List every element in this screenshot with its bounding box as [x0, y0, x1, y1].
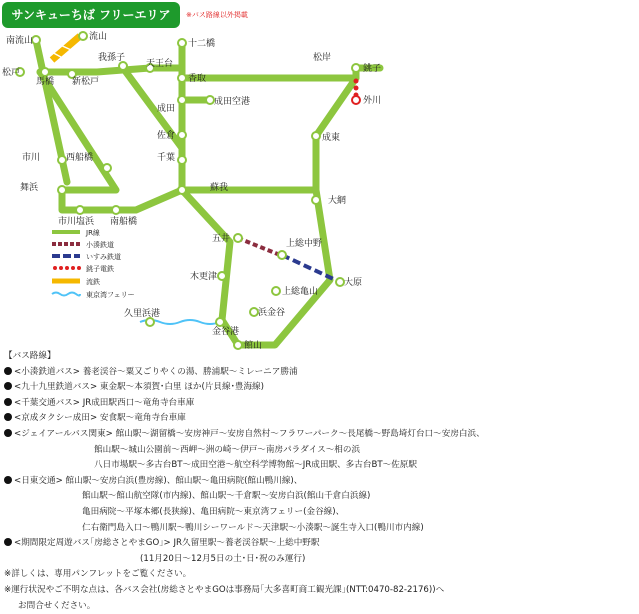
station-ichikawa: 市川 — [22, 151, 40, 163]
route-satoyama-go-dates: (11月20日～12月5日の土･日･祝のみ運行) — [4, 552, 636, 568]
station-tokawa: 外川 — [363, 94, 381, 106]
station-matsudo: 松戸 — [2, 66, 20, 78]
bullet-icon — [4, 429, 12, 437]
legend-ferry: 東京湾フェリー — [86, 290, 135, 299]
station-goi: 五井 — [212, 232, 230, 244]
station-soga: 蘇我 — [210, 181, 228, 193]
station-kanaya-port: 金谷港 — [212, 325, 239, 337]
kominato-line — [238, 238, 280, 255]
choshi-dentetsu-line — [354, 79, 359, 98]
station-kisarazu: 木更津 — [190, 270, 217, 282]
jr-line-sotobo — [238, 190, 330, 345]
route-kujukuri-bus: <九十九里鉄道バス> 東金駅～本須賀･白里 ほか(片貝線･豊海線) — [4, 380, 636, 396]
legend-isumi: いすみ鉄道 — [86, 252, 121, 261]
station-nagareyama: 流山 — [89, 30, 107, 42]
bullet-icon — [4, 398, 12, 406]
station-ohara: 大原 — [344, 276, 362, 288]
route-jr-bus-kanto-1: <ジェイアールバス関東> 館山駅～湖留橋～安房神戸～安房自然村～フラワーパーク～長尾橋～野島埼灯台口～安房白浜、 — [4, 427, 636, 443]
route-nitto-3: 亀田病院～平塚本郷(長狭線)、亀田病院～東京湾フェリー(金谷線)、 — [4, 505, 636, 521]
jr-line-sobu-east — [182, 68, 380, 78]
station-choshi: 銚子 — [363, 62, 381, 74]
route-nitto-2: 館山駅～館山航空隊(市内線)、館山駅～千倉駅～安房白浜(館山千倉白浜線) — [4, 489, 636, 505]
title-note: ※バス路線以外掲載 — [186, 10, 248, 20]
jr-line-uchibo — [182, 190, 238, 345]
route-kominato-bus: <小湊鉄道バス> 養老渓谷～粟又ごりやくの湯、勝浦駅～ミレーニア勝浦 — [4, 365, 636, 381]
station-minami-nagareyama: 南流山 — [6, 34, 33, 46]
note-contact-2: お問合せください。 — [4, 599, 636, 614]
note-pamphlet: ※詳しくは、専用パンフレットをご覧ください。 — [4, 567, 636, 583]
station-katori: 香取 — [188, 72, 206, 84]
station-shin-matsudo: 新松戸 — [72, 75, 99, 87]
station-maihama: 舞浜 — [20, 181, 39, 193]
legend-ryutetsu: 流鉄 — [86, 277, 100, 286]
note-contact: ※運行状況やご不明な点は、各バス会社(房総さとやまGOは事務局｢大多喜町商工観光課｣(NTT:0470-82-2176))へ — [4, 583, 636, 599]
bullet-icon — [4, 538, 12, 546]
route-jr-bus-kanto-3: 八日市場駅～多古台BT～成田空港～航空科学博物館～JR成田駅、多古台BT～佐原駅 — [4, 458, 636, 474]
route-nitto-4: 仁右衛門島入口～鴨川駅～鴨川シーワールド～天津駅～小湊駅～誕生寺入口(鴨川市内線) — [4, 521, 636, 537]
bullet-icon — [4, 413, 12, 421]
station-minami-funabashi: 南船橋 — [110, 215, 137, 227]
route-keisei-taxi: <京成タクシー成田> 安食駅～竜角寺台車庫 — [4, 411, 636, 427]
station-kazusa-nakano: 上総中野 — [286, 237, 322, 249]
station-junisho: 十二橋 — [188, 37, 215, 49]
station-abiko: 我孫子 — [98, 51, 125, 63]
route-chiba-kotsu-bus: <千葉交通バス> JR成田駅西口～竜角寺台車庫 — [4, 396, 636, 412]
station-nishi-funabashi: 西船橋 — [66, 151, 93, 163]
map-title: サンキューちば フリーエリア — [2, 2, 180, 28]
station-kurihama: 久里浜港 — [124, 307, 160, 319]
route-nitto-1: <日東交通> 館山駅～安房白浜(豊房線)、館山駅～亀田病院(館山鴨川線)、 — [4, 474, 636, 490]
station-hamakanaya: 浜金谷 — [258, 306, 285, 318]
legend-jr: JR線 — [85, 228, 100, 237]
station-naruto: 成東 — [322, 131, 340, 143]
bus-routes — [4, 349, 636, 614]
tokawa-marker — [352, 96, 360, 104]
legend — [52, 228, 135, 299]
routes-heading: 【バス路線】 — [4, 349, 636, 365]
station-sakura: 佐倉 — [157, 129, 175, 141]
legend-kominato: 小湊鉄道 — [86, 240, 114, 249]
station-oami: 大網 — [328, 194, 346, 206]
station-tateyama: 館山 — [244, 339, 262, 351]
route-jr-bus-kanto-2: 館山駅～城山公園前～西岬～洲の崎～伊戸～南房パラダイス～相の浜 — [4, 443, 636, 459]
station-narita: 成田 — [157, 102, 175, 114]
legend-choshi-dentetsu: 銚子電鉄 — [86, 264, 114, 273]
station-kazusa-kameyama: 上総亀山 — [282, 285, 318, 297]
station-narita-airport: 成田空港 — [214, 95, 250, 107]
station-mabashi: 馬橋 — [36, 75, 54, 87]
bullet-icon — [4, 367, 12, 375]
route-satoyama-go: <期間限定周遊バス｢房総さとやまGO｣> JR久留里駅～養老渓谷駅～上総中野駅 — [4, 536, 636, 552]
station-matsugishi: 松岸 — [313, 51, 331, 63]
bullet-icon — [4, 476, 12, 484]
station-tennodai: 天王台 — [146, 57, 173, 69]
station-chiba: 千葉 — [157, 151, 175, 163]
bullet-icon — [4, 382, 12, 390]
station-ichikawa-shiohama: 市川塩浜 — [58, 215, 95, 227]
jr-line-abiko-narita — [123, 68, 182, 190]
